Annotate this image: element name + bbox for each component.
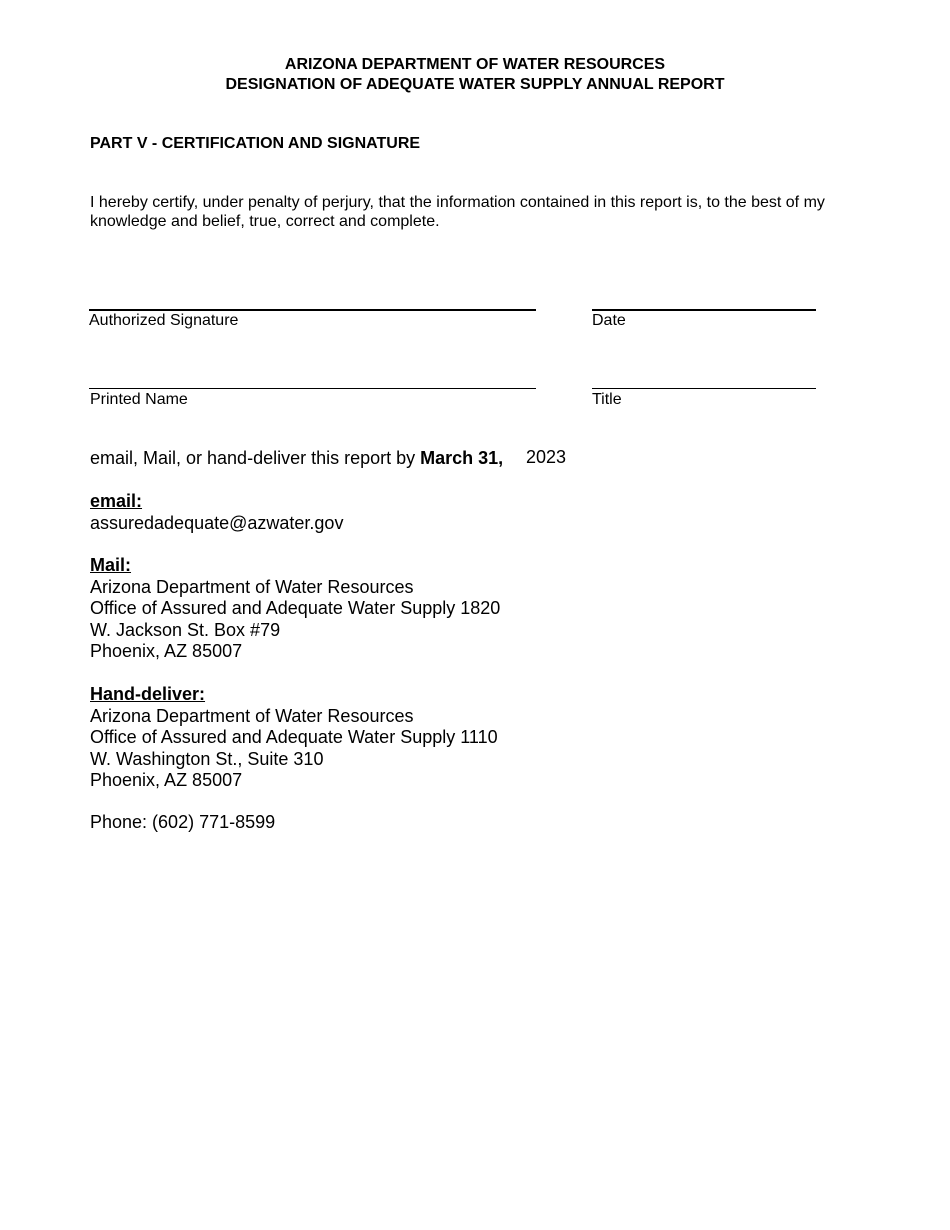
mail-section xyxy=(90,555,500,663)
printed-name-line[interactable] xyxy=(89,388,536,389)
date-label: Date xyxy=(592,312,626,329)
hand-deliver-section xyxy=(90,684,498,792)
hand-deliver-address-line: Arizona Department of Water Resources xyxy=(90,705,414,726)
printed-name-label: Printed Name xyxy=(90,391,188,408)
mail-heading: Mail: xyxy=(90,555,132,575)
instructions-prefix: email, Mail, or hand-deliver this report by xyxy=(90,448,421,468)
hand-deliver-address-line: W. Washington St., Suite 310 xyxy=(90,748,324,769)
email-heading: email: xyxy=(90,491,143,511)
email-section xyxy=(90,491,343,534)
mail-address-line: Office of Assured and Adequate Water Supply 1820 xyxy=(90,598,501,618)
phone-number: Phone: (602) 771-8599 xyxy=(90,812,276,832)
submission-instructions xyxy=(90,448,503,470)
authorized-signature-label: Authorized Signature xyxy=(89,312,239,329)
hand-deliver-address-line: Office of Assured and Adequate Water Supply 1110 xyxy=(90,727,498,747)
title-line[interactable] xyxy=(592,388,816,389)
part-title: PART V - CERTIFICATION AND SIGNATURE xyxy=(90,135,421,152)
mail-address-line: Arizona Department of Water Resources xyxy=(90,576,414,597)
title-label: Title xyxy=(592,391,622,408)
email-address[interactable]: assuredadequate@azwater.gov xyxy=(90,512,344,533)
deadline-year: 2023 xyxy=(526,447,567,467)
certification-statement: I hereby certify, under penalty of perjury, that the information contained in this report is, to the best of my knowledge and belief, true, correct and complete. xyxy=(90,194,825,230)
agency-title: ARIZONA DEPARTMENT OF WATER RESOURCES xyxy=(284,56,666,73)
hand-deliver-address-line: Phoenix, AZ 85007 xyxy=(90,770,243,790)
mail-address-line: W. Jackson St. Box #79 xyxy=(90,619,281,640)
deadline-date: March 31, xyxy=(420,448,504,468)
report-title: DESIGNATION OF ADEQUATE WATER SUPPLY ANNUAL REPORT xyxy=(225,76,725,93)
mail-address-line: Phoenix, AZ 85007 xyxy=(90,641,243,661)
hand-deliver-heading: Hand-deliver: xyxy=(90,684,206,704)
